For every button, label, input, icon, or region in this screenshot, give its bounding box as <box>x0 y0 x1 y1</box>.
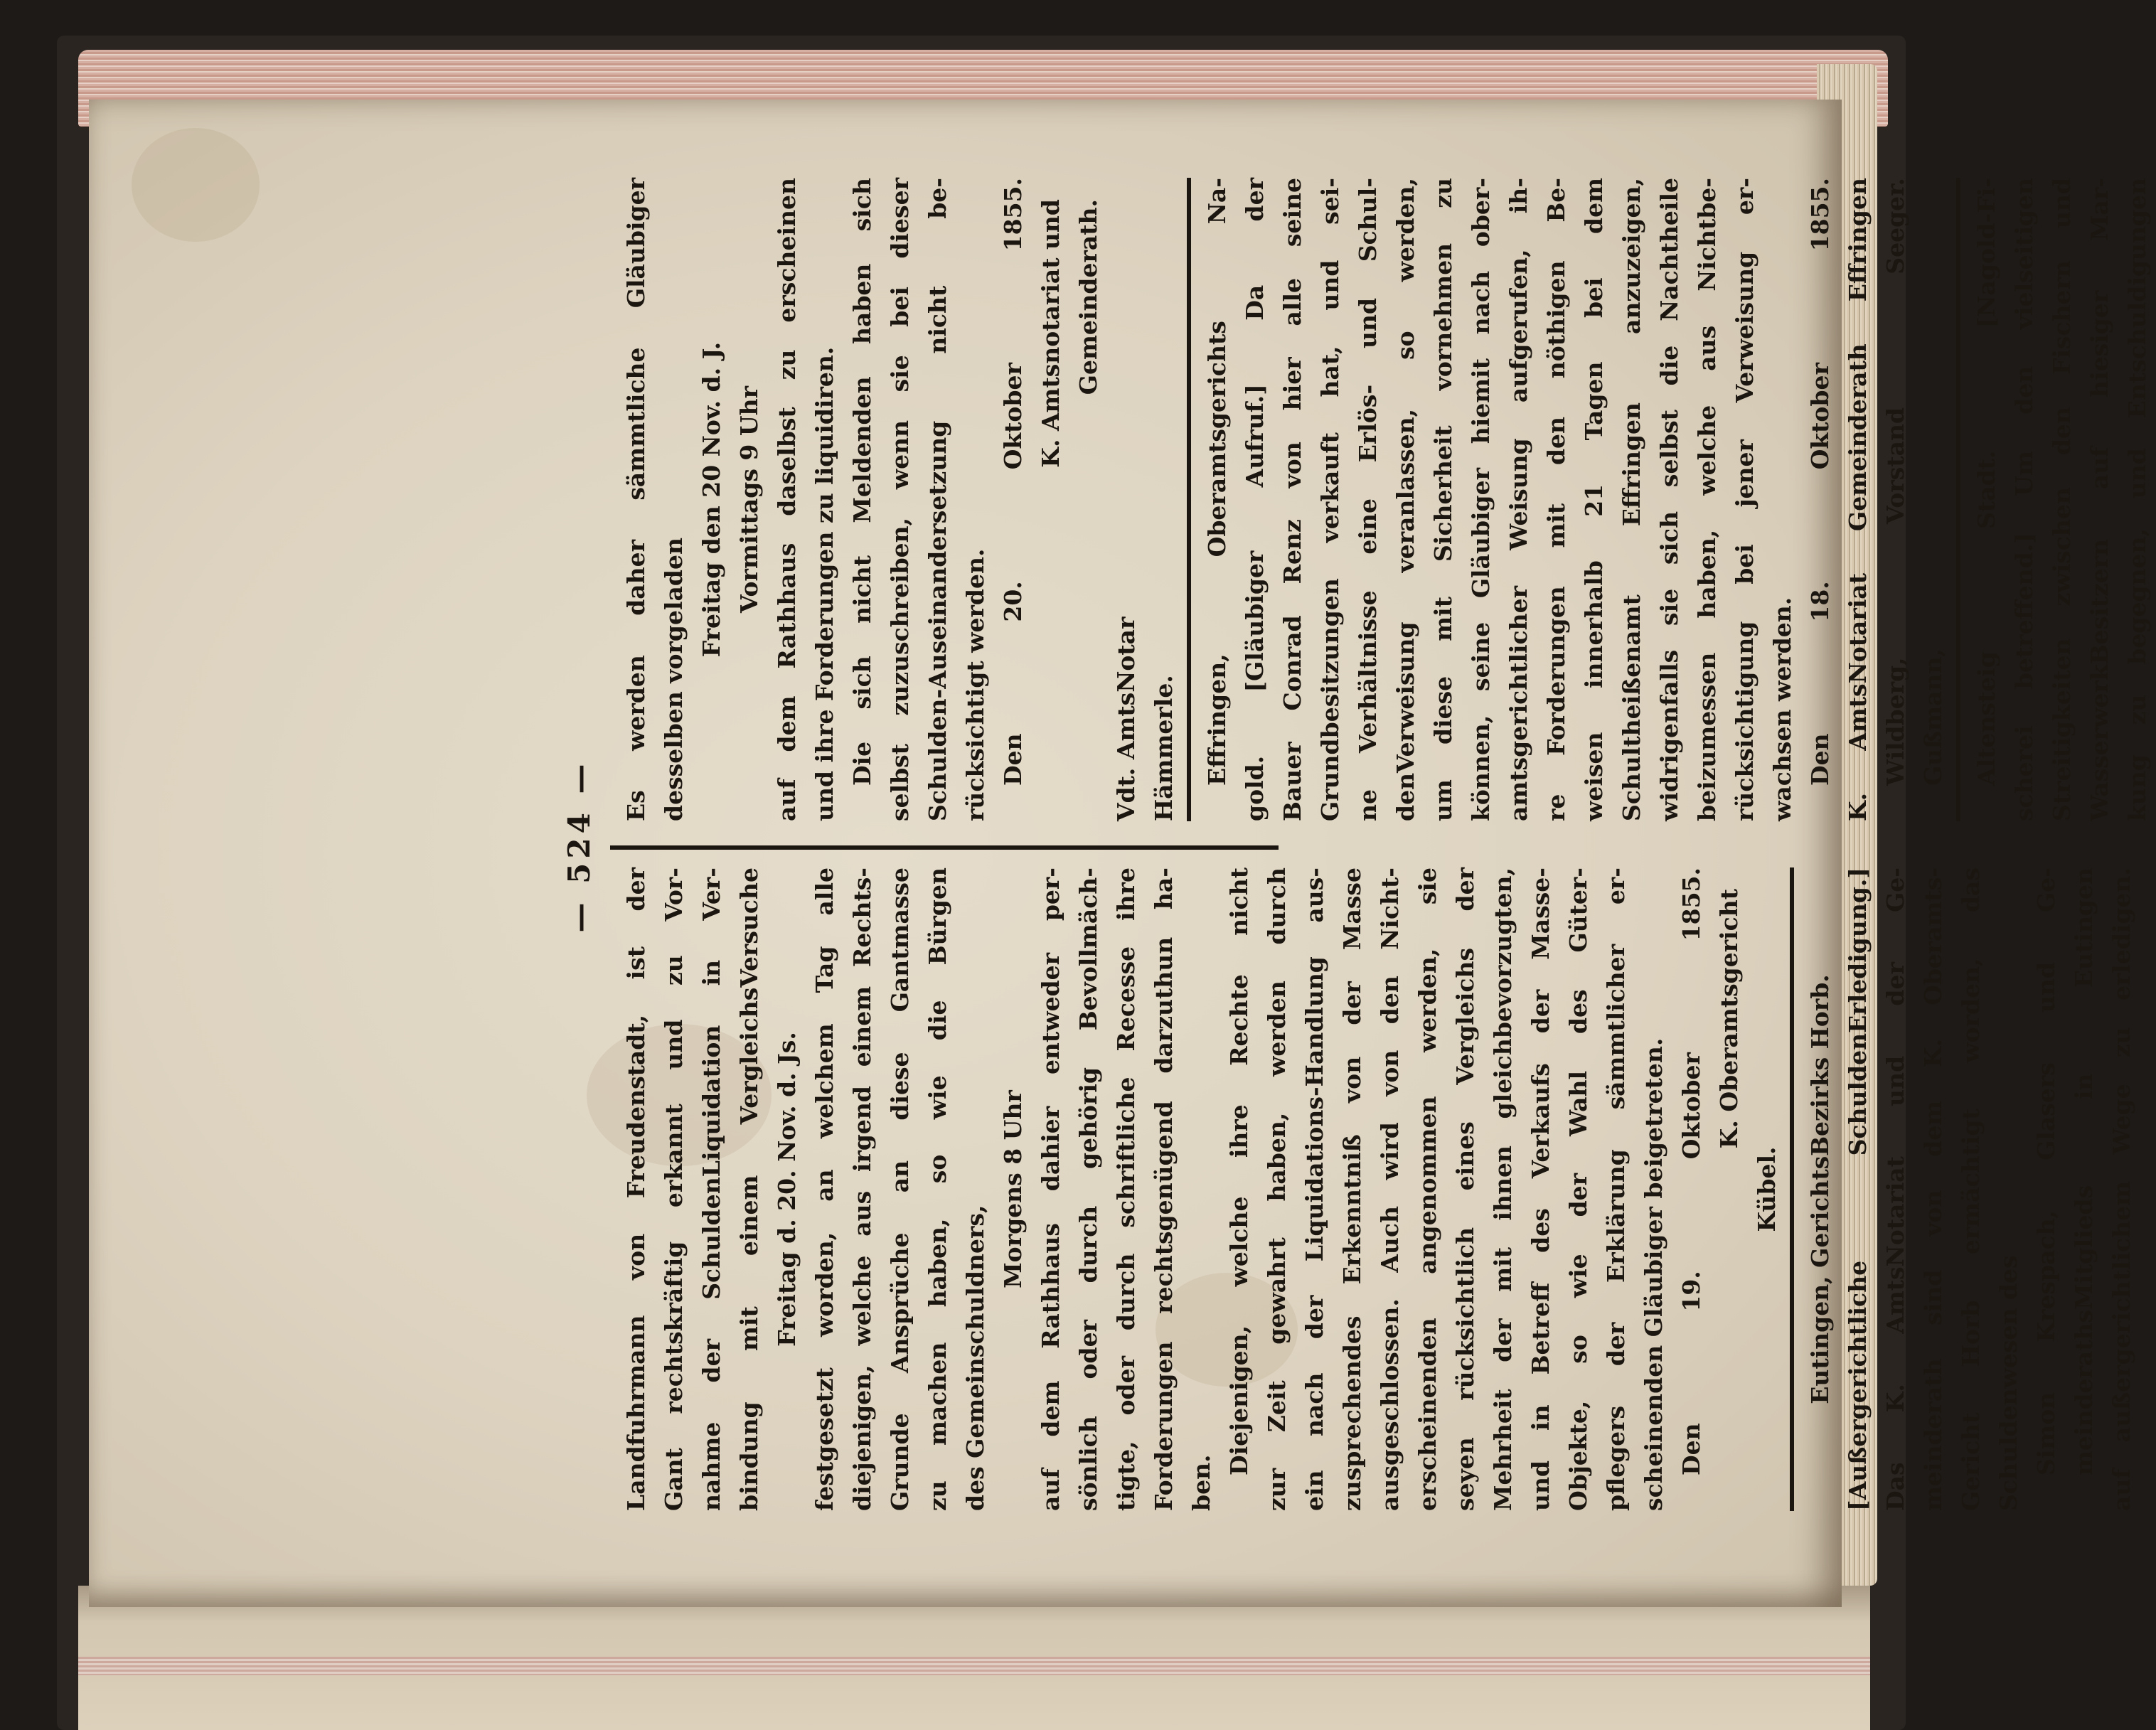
text-line: auf dem Rathhaus dahier entweder per- <box>1037 867 1064 1511</box>
text-line: Landfuhrmann von Freudenstadt, ist der <box>622 867 650 1511</box>
text-line: Schultheißenamt Effringen anzuzeigen, <box>1618 178 1645 821</box>
text-line: Forderungen rechtsgenügend darzuthun ha- <box>1150 867 1178 1511</box>
text-line: können, seine Gläubiger hiemit nach ober- <box>1467 178 1495 821</box>
text-line: pflegers der Erklärung sämmtlicher er- <box>1602 867 1630 1511</box>
right-column <box>617 178 2151 821</box>
text-line: WasserwerkBesitzern auf hiesiger Mar- <box>2086 178 2113 821</box>
left-column <box>617 867 2135 1511</box>
text-line: Grundbesitzungen verkauft hat, und sei- <box>1316 178 1344 821</box>
text-line: Den 18. Oktober 1855. <box>1806 178 1834 786</box>
text-line: des Gemeinschuldners, <box>961 1205 989 1511</box>
text-line: rücksichtigt werden. <box>961 548 989 821</box>
text-line: Eutingen, GerichtsBezirks Horb. <box>1806 974 1834 1404</box>
text-line: Altensteig Stadt. [Nagold-Fi- <box>1973 178 2000 786</box>
text-line: gold. [Gläubiger Aufruf.] Da der <box>1241 178 1269 821</box>
text-line: nahme der SchuldenLiquidation in Ver- <box>698 867 725 1511</box>
text-line: diejenigen, welche aus irgend einem Rechts- <box>848 867 876 1511</box>
text-line: Hämmerle. <box>1150 675 1178 821</box>
text-line: tigte, oder durch schriftliche Recesse ihre <box>1112 867 1140 1511</box>
text-line: scheinenden Gläubiger beigetreten. <box>1640 1037 1667 1511</box>
text-line: amtsgerichtlicher Weisung aufgerufen, ih- <box>1505 178 1532 821</box>
text-line: meinderathsMitglieds in Eutingen <box>2070 867 2098 1475</box>
text-line: Vdt. AmtsNotar <box>1112 616 1140 821</box>
text-line: Objekte, so wie der Wahl des Güter- <box>1564 867 1592 1511</box>
text-line: ausgeschlossen. Auch wird von den Nicht- <box>1376 867 1404 1511</box>
text-line: zu machen haben, so wie die Bürgen <box>924 867 951 1511</box>
text-line: um diese mit Sicherheit vornehmen zu <box>1429 178 1457 821</box>
text-line: Schuldenwesen des <box>1995 1255 2022 1511</box>
printed-text-block <box>555 171 2151 1522</box>
text-line: Simon Krespach, Glasers und Ge- <box>2032 867 2060 1475</box>
text-line: rücksichtigung bei jener Verweisung er- <box>1731 178 1759 821</box>
text-line: Gant rechtskräftig erkannt und zu Vor- <box>660 867 688 1511</box>
text-line: Den 19. Oktober 1855. <box>1677 867 1705 1475</box>
text-line: Freitag den 20 Nov. d. J. <box>698 341 725 658</box>
text-line: und in Betreff des Verkaufs der Masse- <box>1527 867 1554 1511</box>
text-line: scherei betreffend.] Um den vielseitigen <box>2010 178 2038 821</box>
text-line: Gemeinderath. <box>1074 199 1102 395</box>
facing-page-edge <box>78 1657 1870 1675</box>
text-line: und ihre Forderungen zu liquidiren. <box>811 346 838 821</box>
text-line: Diejenigen, welche ihre Rechte nicht <box>1225 867 1253 1475</box>
text-line: bindung mit einem VergleichsVersuche <box>735 867 763 1511</box>
text-line: K. Amtsnotariat und <box>1037 199 1064 468</box>
text-line: auf dem Rathhaus daselbst zu erscheinen <box>773 178 801 821</box>
text-line: [Außergerichtliche SchuldenErledigung.] <box>1844 867 1872 1511</box>
text-line: denVerweisung veranlassen, so werden, <box>1392 178 1419 821</box>
text-line: ein nach der Liquidations-Handlung aus- <box>1301 867 1328 1511</box>
text-line: auf außergerichtlichem Wege zu erledigen. <box>2108 867 2135 1511</box>
text-line: seyen rücksichtlich eines Vergleichs der <box>1451 867 1479 1511</box>
column-divider <box>610 845 1279 850</box>
text-line: re Forderungen mit den nöthigen Be- <box>1542 178 1570 821</box>
text-line: Den 20. Oktober 1855. <box>999 178 1027 786</box>
text-line: Kübel. <box>1753 1146 1781 1232</box>
text-line: zur Zeit gewahrt haben, werden durch <box>1263 867 1291 1511</box>
text-line: Gußmann, <box>1919 648 1947 786</box>
text-line: Freitag d. 20. Nov. d. Js. <box>773 1032 801 1347</box>
text-line: selbst zuzuschreiben, wenn sie bei dieser <box>886 178 914 821</box>
text-line: widrigenfalls sie sich selbst die Nachtheile <box>1655 178 1683 821</box>
text-line: ben. <box>1188 1454 1215 1511</box>
text-line: zusprechendes Erkenntniß von der Masse <box>1338 867 1366 1511</box>
text-line: Vormittags 9 Uhr <box>735 385 763 614</box>
text-line: festgesetzt worden, an welchem Tag alle <box>811 867 838 1511</box>
text-line: Gericht Horb ermächtigt worden, das <box>1957 867 1985 1511</box>
text-line: ne Verhältnisse eine Erlös- und Schul- <box>1354 178 1382 821</box>
text-line: weisen innerhalb 21 Tagen bei dem <box>1580 178 1608 821</box>
text-line: Wildberg, Vorstand Seeger. <box>1882 178 1909 786</box>
text-line: kung zu begegnen, und Entschuldigungen <box>2123 178 2151 821</box>
text-line: Die sich nicht Meldenden haben sich <box>848 178 876 786</box>
text-line: Es werden daher sämmtliche Gläubiger <box>622 178 650 821</box>
text-line: Das K. AmtsNotariat und der Ge- <box>1882 867 1909 1511</box>
text-line: erscheinenden angenommen werden, sie <box>1414 867 1441 1511</box>
paper-stain <box>132 128 260 242</box>
text-line: Effringen, Oberamtsgerichts Na- <box>1203 178 1231 786</box>
text-line: meinderath sind von dem K. Oberamts- <box>1919 867 1947 1511</box>
text-line: K. AmtsNotariat Gemeinderath Effringen <box>1844 178 1872 821</box>
section-rule <box>1187 178 1191 821</box>
text-line: desselben vorgeladen <box>660 538 688 821</box>
text-line: sönlich oder durch gehörig Bevollmäch- <box>1074 867 1102 1511</box>
section-rule <box>1790 867 1794 1511</box>
page-number: — 524 — <box>562 759 597 933</box>
text-line: Morgens 8 Uhr <box>999 1090 1027 1288</box>
section-rule <box>1956 178 1960 821</box>
text-line: wachsen werden. <box>1768 597 1796 821</box>
text-line: Bauer Conrad Renz von hier alle seine <box>1279 178 1306 821</box>
text-line: Mehrheit der mit ihnen gleichbevorzugten, <box>1489 867 1517 1511</box>
text-line: beizumessen haben, welche aus Nichtbe- <box>1693 178 1721 821</box>
text-line: K. Oberamtsgericht <box>1715 889 1743 1149</box>
text-line: Grunde Ansprüche an diese Gantmasse <box>886 867 914 1511</box>
text-line: Schulden-Auseinandersetzung nicht be- <box>924 178 951 821</box>
text-line: Streitigkeiten zwischen den Fischern und <box>2048 178 2076 821</box>
